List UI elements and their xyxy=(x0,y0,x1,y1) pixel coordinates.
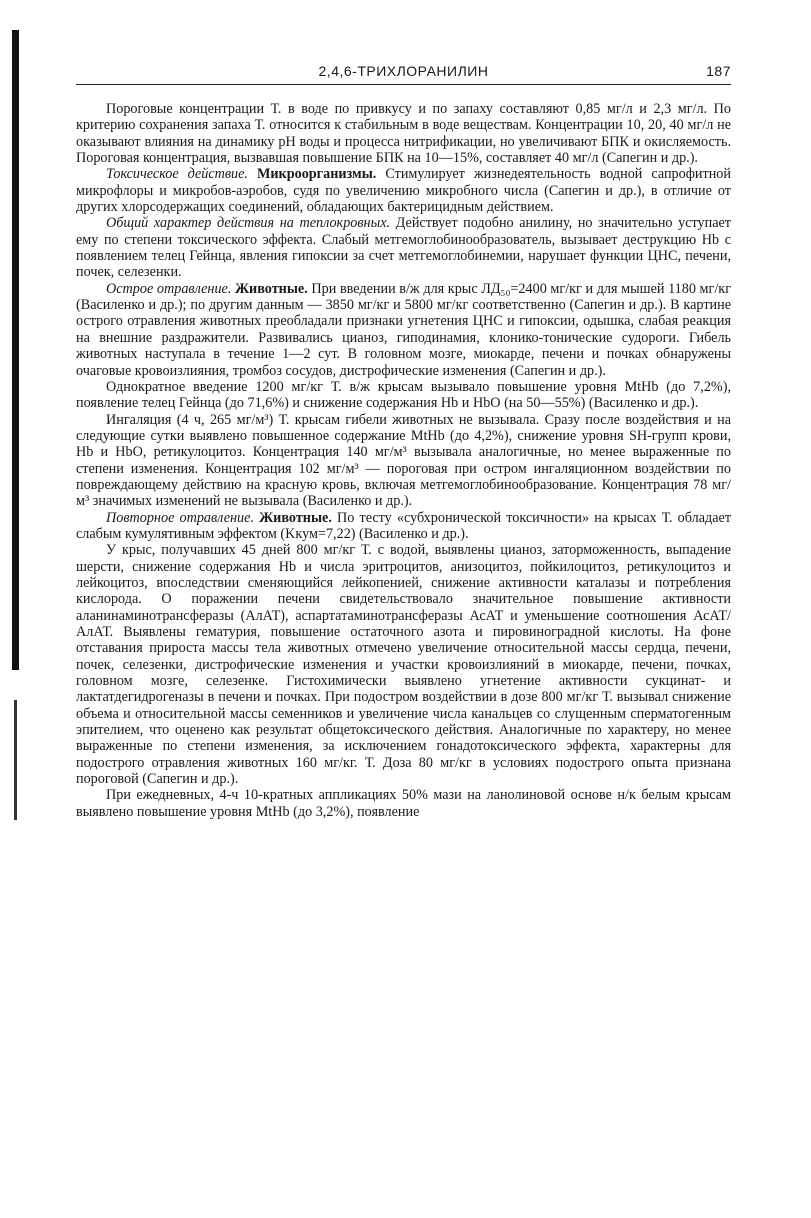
paragraph-acute-poisoning xyxy=(76,281,731,379)
section-lead: Общий характер действия на теплокровных. xyxy=(106,215,391,232)
subsection-lead: Животные. xyxy=(235,280,308,297)
paragraph-subacute-rats xyxy=(76,542,731,787)
running-title: 2,4,6-ТРИХЛОРАНИЛИН xyxy=(318,63,489,79)
section-lead: Повторное отравление. xyxy=(106,509,254,526)
paragraph-single-dose xyxy=(76,379,731,412)
book-page xyxy=(76,60,731,820)
paragraph-repeated-poisoning xyxy=(76,510,731,543)
scan-edge-shadow-lower xyxy=(14,700,17,820)
paragraph-thresholds xyxy=(76,101,731,166)
paragraph-general-character xyxy=(76,215,731,280)
paragraph-toxic-action xyxy=(76,166,731,215)
paragraph-inhalation xyxy=(76,412,731,510)
scan-edge-shadow xyxy=(12,30,19,670)
paragraph-text: Ингаляция (4 ч, 265 мг/м³) Т. крысам гибели животных не вызывала. Сразу после воздействия и на следующие сутки выявлено повышенное содержание MtHb (до 4,2%), снижение уровня SH-групп крови, Hb и HbO, ретикулоцитоз. Концентрация 140 мг/м³ вызывала аналогичные, но менее выраженные по степени изменения. Концентрация 102 мг/м³ — пороговая при остром ингаляционном воздействии по повреждающему действию на красную кровь, включая метгемоглобинообразование. Концентрация 78 мг/м³ значимых изменений не вызывала (Василенко и др.). xyxy=(76,411,731,510)
paragraph-text: Однократное введение 1200 мг/кг Т. в/ж крысам вызывало повышение уровня MtHb (до 7,2%), появление телец Гейнца (до 71,6%) и снижение содержания Hb и HbO (на 50—55%) (Василенко и др.). xyxy=(76,378,731,412)
paragraph-text: У крыс, получавших 45 дней 800 мг/кг Т. с водой, выявлены цианоз, заторможенность, выпадение шерсти, снижение содержания Hb и числа эритроцитов, анизоцитоз, пойкилоцитоз, ретикулоцитоз и лейкоцитоз, впоследствии сменяющийся лейкопенией, снижение активности каталазы и потребления кислорода. О поражении печени свидетельствовало значительное повышение активности аланинаминотрансферазы (АлАТ), аспартатаминотрансферазы АсАТ и уменьшение соотношения АсАТ/АлАТ. Выявлены гематурия, повышение остаточного азота и пировиноградной кислоты. На фоне отставания прироста массы тела животных отмечено увеличение относительной массы сердца, печени, почек, селезенки, дистрофические изменения и участки кровоизлияний в миокарде, печени, почках, головном мозге, селезенке. Гистохимически выявлено угнетение активности сукцинат- и лактатдегидрогеназы в печени и почках. При подостром воздействии в дозе 800 мг/кг Т. вызывал снижение объема и относительной массы семенников и увеличение числа канальцев со слущенным сперматогенным эпителием, что оценено как результат общетоксического действия. Аналогичные по характеру, но менее выраженные по степени изменения, за исключением гонадотоксического эффекта, характерны для подострого отравления животных 160 мг/кг. Т. Доза 80 мг/кг в условиях подострого опыта признана пороговой (Сапегин и др.). xyxy=(76,542,731,788)
subsection-lead: Микроорганизмы. xyxy=(256,166,377,183)
subsection-lead: Животные. xyxy=(259,509,332,526)
running-header xyxy=(76,60,731,85)
paragraph-text: Стимулирует жизнедеятельность водной сапрофитной микрофлоры и микробов-аэробов, судя по увеличению микробного числа (Сапегин и др.), в отличие от других хлорсодержащих соединений, обладающих бактерицидным действием. xyxy=(76,166,731,216)
paragraph-applications xyxy=(76,787,731,820)
page-body xyxy=(76,101,731,820)
section-lead: Острое отравление. xyxy=(106,280,232,297)
paragraph-text: Пороговые концентрации Т. в воде по привкусу и по запаху составляют 0,85 мг/л и 2,3 мг/л. По критерию сохранения запаха Т. относится к стабильным в воде веществам. Концентрации 10, 20, 40 мг/л не оказывают влияния на динамику pH воды и процесса нитрификации, но увеличивают БПК и окисляемость. Пороговая концентрация, вызвавшая повышение БПК на 10—15%, составляет 40 мг/л (Сапегин и др.). xyxy=(76,101,731,167)
paragraph-text: При введении в/ж для крыс ЛД₅₀=2400 мг/кг и для мышей 1180 мг/кг (Василенко и др.); по другим данным — 3850 мг/кг и 5800 мг/кг соответственно (Сапегин и др.). В картине острого отравления животных преобладали признаки угнетения ЦНС и гипоксии, одышка, слабая реакция на внешние раздражители. Развивались цианоз, гиподинамия, клонико-тонические судороги. Гибель животных наступала в течение 1—2 сут. В головном мозге, миокарде, печени и почках обнаружены очаговые кровоизлияния, тромбоз сосудов, дистрофические изменения (Сапегин и др.). xyxy=(76,280,732,379)
paragraph-text: При ежедневных, 4-ч 10-кратных аппликациях 50% мази на ланолиновой основе н/к белым крысам выявлено повышение уровня MtHb (до 3,2%), появление xyxy=(76,787,731,820)
paragraph-text: По тесту «субхронической токсичности» на крысах Т. обладает слабым кумулятивным эффектом (Kкум=7,22) (Василенко и др.). xyxy=(76,509,732,542)
page-number: 187 xyxy=(706,63,731,79)
paragraph-text: Действует подобно анилину, но значительно уступает ему по степени токсического эффекта. Слабый метгемоглобинообразователь, вызывает деструкцию Hb с появлением телец Гейнца, явления гипоксии за счет метгемоглобинемии, нарушает функции ЦНС, печени, почек, селезенки. xyxy=(76,215,732,281)
section-lead: Токсическое действие. xyxy=(106,166,248,183)
